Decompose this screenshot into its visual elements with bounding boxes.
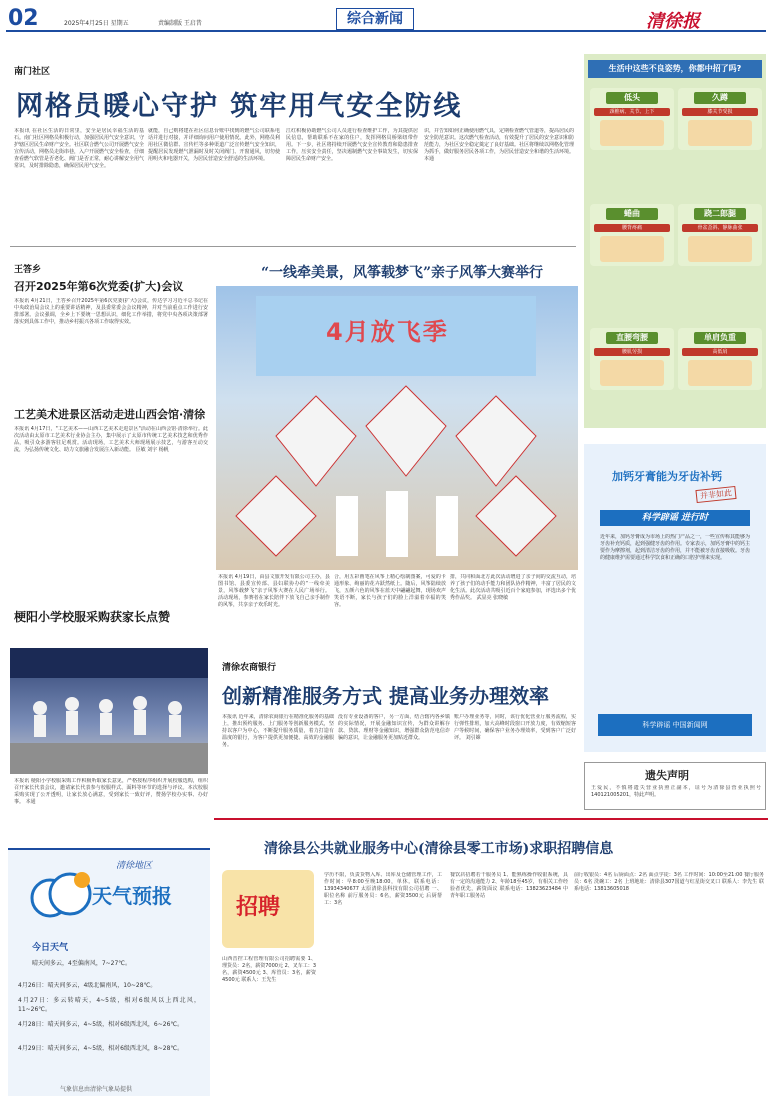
tip-card (678, 88, 762, 150)
science-label: 科学辟谣 进行时 (600, 510, 750, 526)
weather-cloud-icon (26, 868, 96, 928)
bank-body-col3: 账户办理业务等，同时，该行优化营业厅服务流程，实行弹性排班，加大高峰时段窗口开放力度，有效缩短客户等候时间，确保客户业务办理效率，受到客户广泛好评。 刘引嫦 (454, 714, 576, 741)
science-stamp: 并非如此 (695, 486, 736, 503)
jobs-badge (222, 870, 314, 948)
meeting-headline: 召开2025年第6次党委(扩大)会议 (14, 280, 184, 293)
kite-body-col2: 合，用五彩画笔在风筝上精心绘制图案，可爱的卡通形象、绚丽的花卉跃然纸上。随后，风筝陆续放飞，五颜六色的风筝在蓝天中翩翩起舞，现场欢声笑语不断，家长与孩子们的脸上洋溢着幸福的笑容。 (334, 574, 446, 608)
forecast-day2: 4月27日：多云转晴天，4~5级，相对6级风以上西北风，11~26℃。 (18, 997, 200, 1013)
lead-body-col1: 本报讯 在社区生活的日常里，安全是居民幸福生活的基石。南门社区网格员积极行动，加强居民用气安全意识，守护辖区居民生命财产安全。社区联合燃气公司开展燃气安全宣传活动，网格员走街串巷，入户开展燃气安全检查，仔细查看燃气软管是否老化、阀门是否正常，耐心讲解安全用气常识，及时排除隐患，确保居民用气安全。 (14, 128, 144, 169)
today-label: 今日天气 (32, 943, 69, 953)
lost-body: 王爱民，不慎将遗失营业执照正副本，证号为清徐县营业执照号140121005201，特此声明。 (591, 785, 761, 798)
jobs-col4: 前厅收银员：4名 后厨面点：2名 面点学徒：3名 工作时间：10:00至21:00 餐厅服务员：6名 洗碗工：2名 上班地址：清徐县307国道与红星街交叉口 联系人：李先生 联系电话：13813605018 (574, 872, 764, 892)
section-title: 综合新闻 (336, 8, 414, 30)
tip-head: 低头 (606, 92, 658, 104)
meeting-kicker: 王答乡 (14, 265, 42, 275)
school-body: 本报讯 梗阳小学校服采购工作积极听取家长意见，严格按程序组织开展校服选购，组织召开家长代表会议，邀请家长代表参与校服样式、面料等环节的选择与评议。本次校服采购实现了公开透明，让家长放心满意，受到家长一致好评，赞扬学校办实事、办好事。 本通 (14, 778, 208, 805)
tip-illustration (600, 360, 664, 386)
weather-title: 天气预报 (92, 884, 172, 908)
tip-head: 久蹲 (694, 92, 746, 104)
jobs-col3: 餐饮店招聘若干服务员 1、能熟练操作收银系统，具有一定的沟通能力 2、年龄18至45岁，有相关工作经验者优先，薪资面议 联系电话：13823623484 中青年职工服务站 (450, 872, 568, 899)
tip-head: 单肩负重 (694, 332, 746, 344)
tip-card (678, 204, 762, 266)
art-body: 本报讯 4月17日，"工艺美术——山西工艺美术走进景区"活动在山西会馆·清徐举行。此次活动由太原市工艺美术行业协会主办，集中展示了太原市传统工艺美术技艺和优秀作品，吸引众多游客驻足观赏。活动现场，工艺美术大师现场展示技艺，与游客互动交流，为弘扬传统文化、助力文旅融合发展注入新动能。 臣敏 刘宇 杨帆 (14, 426, 208, 453)
tip-illustration (688, 236, 752, 262)
science-box (584, 444, 766, 752)
tip-card (590, 88, 674, 150)
art-headline: 工艺美术进景区活动走进山西会馆·清徐 (14, 408, 206, 421)
masthead (6, 4, 766, 32)
lost-notice (584, 762, 766, 810)
weather-source: 气象信息由清徐气象局提供 (60, 1086, 133, 1093)
kite-body-col3: 排，共同和面北方此次活动增进了亲子间的交流互动，培养了孩子们的动手能力和团队协作精神，丰富了居民的文化生活。此次活动共吸引近百个家庭参加，评选出多个优秀作品奖。 武显亮 张晓敏 (450, 574, 576, 601)
tips-title: 生活中这些不良姿势，你都中招了吗? (588, 60, 762, 78)
science-body: 近年来，加钙牙膏成为市场上的热门产品之一，一些宣传称其能够为牙齿补充钙质，起到强健牙齿的作用。专家表示，加钙牙膏中的钙主要作为摩擦剂，起到清洁牙齿的作用，并不能被牙齿直接吸收。牙齿的健康维护需要通过科学饮食和正确的口腔护理来实现。 (600, 534, 750, 561)
kite-headline: “一线牵美景，风筝载梦飞”亲子风筝大赛举行 (260, 265, 544, 281)
weather-district: 清徐地区 (116, 861, 153, 871)
tip-card (678, 328, 762, 390)
tip-illustration (688, 360, 752, 386)
forecast-day4: 4月29日：晴天间多云，4~5级，相对6级西北风，8~28℃。 (18, 1045, 184, 1052)
tip-head: 直腰弯腰 (606, 332, 658, 344)
school-photo (10, 648, 208, 774)
issue-date: 2025年4月25日 星期五 (64, 20, 129, 27)
lead-body-col2: 就能，自己则将建在社区信息台账中找到的燃气公司联系电话并进行对接，并详细询问用户使用情况。此外，网格员利用社区微信群、宣传栏等多种渠道广泛宣传燃气安全知识，提醒居民发现燃气泄漏时及时关闭阀门、开窗通风，切勿使用明火和电器开关，为居民营造安全舒适的生活环境。 (148, 128, 280, 162)
tip-head: 跷二郎腿 (694, 208, 746, 220)
tip-illustration (600, 120, 664, 146)
lead-kicker: 南门社区 (14, 67, 51, 77)
meeting-body: 本报讯 4月21日，王答乡召开2025年第6次党委(扩大)会议，传达学习习近平总书记在中央政治局会议上的重要讲话精神，及县委常委会会议精神，并对当前重点工作进行安排部署。会议强调，全乡上下要统一思想认识，细化工作举措，将党中央各项决策部署落实到具体工作中，推动乡村振兴各项工作取得实效。 (14, 298, 208, 325)
tip-sub: 膝关节受损 (682, 108, 758, 116)
science-title: 加钙牙膏能为牙齿补钙 (612, 470, 722, 483)
jobs-badge-text: 招聘 (236, 895, 281, 920)
editor-credit: 责编制版 王启昔 (158, 20, 202, 27)
divider (10, 246, 576, 247)
lead-body-col3: 江红积极协助燃气公司人员进行检查维护工作，为其提供居民信息，帮助联系不在家的住户，发挥网格员桥梁纽带作用。下一步，社区将持续开展燃气安全宣传教育和隐患排查工作，压实安全责任，坚决遏制燃气安全事故发生，切实保障居民生命财产安全。 (286, 128, 418, 162)
forecast-day1: 4月26日：晴天间多云，4级北偏南风，10~28℃。 (18, 982, 157, 989)
paper-logo: 清徐报 (646, 11, 700, 32)
jobs-col1: 山西晋控工程管理有限公司招聘需要 1、理货员：2名，薪资7000元 2、叉车工：3名，薪资4500元 3、库管员：3名，薪资4500元 联系人：王先生 (222, 956, 316, 983)
tip-sub: 颈椎病、关节、上下 (594, 108, 670, 116)
tip-illustration (600, 236, 664, 262)
science-footer: 科学辟谣 中国新闻网 (598, 714, 752, 736)
bank-kicker: 清徐农商银行 (222, 663, 277, 673)
tip-card (590, 328, 674, 390)
page-number: 02 (8, 6, 39, 31)
tip-sub: 腰背疼痛 (594, 224, 670, 232)
tip-sub: 骨盆歪斜、静脉曲张 (682, 224, 758, 232)
posture-tips-box (584, 54, 766, 428)
lead-body-col4: 识，并告知如何正确使用燃气具，定期检查燃气管道等，提高居民的安全防范意识。这次燃气检查活动，有效提升了居民的安全意识和防范能力，为社区安全稳定奠定了良好基础。社区将继续以网格化管理为抓手，做好服务居民各项工作，为居民营造安全和谐的生活环境。 本通 (424, 128, 574, 162)
weather-box (8, 848, 210, 1096)
bank-headline: 创新精准服务方式 提高业务办理效率 (222, 684, 549, 708)
jobs-section (214, 818, 768, 1098)
tip-card (590, 204, 674, 266)
lost-title: 遗失声明 (645, 769, 689, 782)
kite-photo (216, 286, 578, 570)
forecast-day3: 4月28日：晴天间多云，4~5级，相对6级西北风，6~26℃。 (18, 1021, 184, 1028)
school-headline: 梗阳小学校服采购获家长点赞 (14, 610, 171, 624)
jobs-col2: 学历不限，负责货物入库、出库及仓储管理工作，工作时间：早8:00至晚18:00，单休。联系电话：13934340677 太原清徐县科技有限公司招聘 一、职位名称 前厅服务员：6名，薪资3500元 后厨帮工：3名 (324, 872, 442, 906)
lead-headline: 网格员暖心守护 筑牢用气安全防线 (16, 91, 463, 122)
tip-sub: 高低肩 (682, 348, 758, 356)
tip-illustration (688, 120, 752, 146)
bank-body-col2: 没有专业设备的客户，另一方面，结合辖内各乡镇的实际情况，开展金融知识宣传，为群众讲解存款、贷款、理财等金融知识，增强群众防范电信诈骗的意识，让金融服务更加贴近群众。 (338, 714, 450, 741)
tip-head: 蜷曲 (606, 208, 658, 220)
kite-banner-text: 4月放飞季 (326, 318, 449, 346)
kite-body-col1: 本报讯 4月19日，由县文旅开发有限公司主办，县图书馆、县委宣传部、县妇联协办的“一线牵美景，风筝载梦飞”亲子风筝大赛在人民广场举行。活动现场，参赛者在家长陪伴下放飞自己亲手制作的风筝，共享亲子欢乐时光。 (218, 574, 330, 608)
jobs-title: 清徐县公共就业服务中心(清徐县零工市场)求职招聘信息 (264, 841, 614, 857)
today-forecast: 晴天间多云，4至偏南风，7~27℃。 (32, 960, 132, 967)
bank-body-col1: 本报讯 近年来，清徐农商银行在精准化服务的基础上，推出预约服务、上门服务等创新服务模式，坚持以客户为中心，不断提升服务质量，着力打造有温度的银行，为客户提供更加便捷、高效的金融服务。 (222, 714, 334, 748)
tip-sub: 腰肌劳损 (594, 348, 670, 356)
